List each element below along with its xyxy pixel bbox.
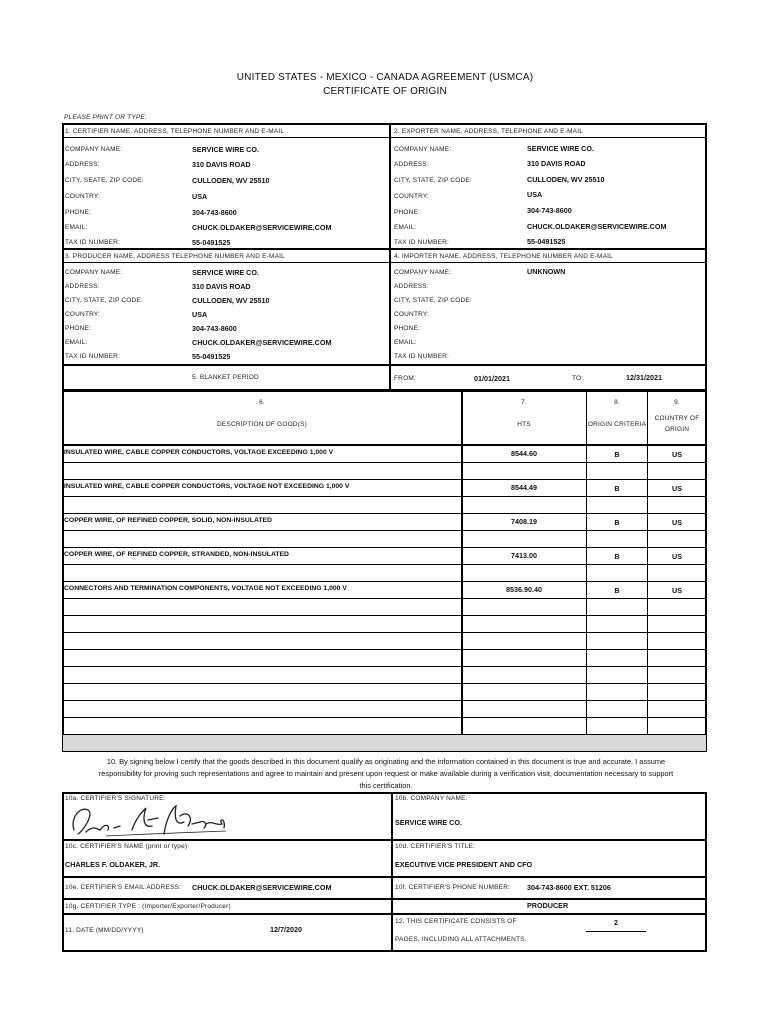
s1-taxid-label: TAX ID NUMBER: bbox=[65, 239, 121, 246]
certification-line2: responsibility for proving such representations and agree to maintain and present upon request or make available during a verification visit, documentation necessary to support bbox=[98, 769, 674, 778]
from-date: 01/01/2021 bbox=[474, 374, 510, 383]
date-label: 11. DATE (MM/DD/YYYY) bbox=[65, 927, 144, 934]
s1-company-label: COMPANY NAME: bbox=[65, 146, 123, 153]
s1-phone-label: PHONE: bbox=[65, 209, 92, 216]
s1-address-value: 310 DAVIS ROAD bbox=[192, 160, 251, 169]
section3-header: 3. PRODUCER NAME, ADDRESS TELEPHONE NUMBER AND E-MAIL bbox=[65, 253, 285, 260]
print-note: PLEASE PRINT OR TYPE: bbox=[64, 114, 147, 121]
col8-header: ORIGIN CRITERIA bbox=[587, 421, 647, 428]
col8-number: 8. bbox=[614, 399, 620, 406]
certifier-title-label: 10d. CERTIFIER'S TITLE: bbox=[395, 843, 476, 850]
col6-number: 6. bbox=[259, 399, 265, 406]
s1-email-value: CHUCK.OLDAKER@SERVICEWIRE.COM bbox=[192, 223, 332, 232]
s3-address-label: ADDRESS: bbox=[65, 283, 100, 290]
s3-taxid-label: TAX ID NUMBER: bbox=[65, 353, 121, 360]
table-footer-band bbox=[63, 735, 706, 751]
certifier-name-label: 10c. CERTIFIER'S NAME (print or type): bbox=[65, 843, 190, 850]
s4-phone-label: PHONE: bbox=[394, 325, 421, 332]
s2-email-label: EMAIL: bbox=[394, 224, 417, 231]
row-country-of-origin: US bbox=[672, 552, 682, 561]
certifier-phone-label: 10f. CERTIFIER'S PHONE NUMBER: bbox=[395, 884, 511, 891]
row-country-of-origin: US bbox=[672, 586, 682, 595]
s4-address-label: ADDRESS: bbox=[394, 283, 429, 290]
row-hts: 7408.19 bbox=[511, 517, 537, 526]
row-description: COPPER WIRE, OF REFINED COPPER, SOLID, NON-INSULATED bbox=[64, 517, 272, 524]
s4-city-label: CITY, STATE, ZIP CODE: bbox=[394, 297, 472, 304]
col9-header-line1: COUNTRY OF bbox=[654, 415, 700, 422]
section2-header: 2. EXPORTER NAME, ADDRESS, TELEPHONE AND E-MAIL bbox=[394, 128, 584, 135]
s3-company-label: COMPANY NAME: bbox=[65, 269, 123, 276]
s4-company-value: UNKNOWN bbox=[527, 267, 566, 276]
s4-email-label: EMAIL: bbox=[394, 339, 417, 346]
s2-address-value: 310 DAVIS ROAD bbox=[527, 159, 586, 168]
to-date: 12/31/2021 bbox=[626, 373, 662, 382]
s1-city-label: CITY, SEATE, ZIP CODE: bbox=[65, 177, 144, 184]
row-country-of-origin: US bbox=[672, 484, 682, 493]
row-description: INSULATED WIRE, CABLE COPPER CONDUCTORS, VOLTAGE EXCEEDING 1,000 V bbox=[64, 449, 334, 456]
company-name-label: 10b. COMPANY NAME: bbox=[395, 795, 468, 802]
blanket-period-label: 5. BLANKET PERIOD bbox=[192, 374, 259, 381]
s1-email-label: EMAIL: bbox=[65, 224, 88, 231]
s3-city-label: CITY, STATE, ZIP CODE: bbox=[65, 297, 143, 304]
s3-email-value: CHUCK.OLDAKER@SERVICEWIRE.COM bbox=[192, 338, 332, 347]
row-origin-criteria: B bbox=[614, 450, 620, 459]
certifier-title-value: EXECUTIVE VICE PRESIDENT AND CFO bbox=[395, 860, 533, 869]
row-description: INSULATED WIRE, CABLE COPPER CONDUCTORS, VOLTAGE NOT EXCEEDING 1,000 V bbox=[64, 483, 350, 490]
s4-company-label: COMPANY NAME: bbox=[394, 269, 452, 276]
s2-taxid-label: TAX ID NUMBER: bbox=[394, 239, 450, 246]
row-hts: 7413.00 bbox=[511, 551, 537, 560]
row-hts: 8544.60 bbox=[511, 449, 537, 458]
s4-country-label: COUNTRY: bbox=[394, 311, 430, 318]
to-label: TO: bbox=[572, 375, 584, 382]
section4-header: 4. IMPORTER NAME, ADDRESS, TELEPHONE NUMBER AND E-MAIL bbox=[394, 253, 613, 260]
row-country-of-origin: US bbox=[672, 450, 682, 459]
certification-line3: this certification. bbox=[359, 781, 413, 790]
company-name-value: SERVICE WIRE CO. bbox=[395, 818, 462, 827]
certifier-type-label: 10g. CERTIFIER TYPE : (Importer/Exporter/Producer) bbox=[65, 903, 231, 910]
section1-header: 1. CERTIFIER NAME, ADDRESS, TELEPHONE NUMBER AND E-MAIL bbox=[65, 128, 285, 135]
row-origin-criteria: B bbox=[614, 518, 620, 527]
s3-country-value: USA bbox=[192, 310, 208, 319]
s3-country-label: COUNTRY: bbox=[65, 311, 101, 318]
row-description: CONNECTORS AND TERMINATION COMPONENTS, VOLTAGE NOT EXCEEDING 1,000 V bbox=[64, 585, 347, 592]
col9-number: 9. bbox=[674, 399, 680, 406]
date-value: 12/7/2020 bbox=[270, 925, 302, 934]
s2-country-label: COUNTRY: bbox=[394, 193, 430, 200]
s2-phone-label: PHONE: bbox=[394, 209, 421, 216]
s2-company-label: COMPANY NAME: bbox=[394, 146, 452, 153]
pages-label-2: PAGES, INCLUDING ALL ATTACHMENTS. bbox=[395, 936, 527, 943]
signature-label: 10a. CERTIFIER'S SIGNATURE: bbox=[65, 795, 166, 802]
row-hts: 8544.49 bbox=[511, 483, 537, 492]
s2-address-label: ADDRESS: bbox=[394, 161, 429, 168]
col7-header: HTS bbox=[517, 421, 531, 428]
certifier-email-label: 10e. CERTIFIER'S EMAIL ADDRESS: bbox=[65, 884, 182, 891]
s1-city-value: CULLODEN, WV 25510 bbox=[192, 176, 270, 185]
s3-taxid-value: 55-0491525 bbox=[192, 352, 231, 361]
certification-line1: 10. By signing below I certify that the goods described in this document qualify as originating and the information contained in this document is true and accurate. I assume bbox=[106, 757, 666, 766]
s1-address-label: ADDRESS: bbox=[65, 161, 100, 168]
s2-city-value: CULLODEN, WV 25510 bbox=[527, 175, 605, 184]
s4-taxid-label: TAX ID NUMBER: bbox=[394, 353, 450, 360]
certifier-type-value: PRODUCER bbox=[527, 901, 569, 910]
certifier-name-value: CHARLES F. OLDAKER, JR. bbox=[65, 860, 161, 869]
row-country-of-origin: US bbox=[672, 518, 682, 527]
row-description: COPPER WIRE, OF REFINED COPPER, STRANDED, NON-INSULATED bbox=[64, 551, 289, 558]
certifier-email-value: CHUCK.OLDAKER@SERVICEWIRE.COM bbox=[192, 883, 332, 892]
col7-number: 7. bbox=[521, 399, 527, 406]
s1-country-value: USA bbox=[192, 192, 208, 201]
row-hts: 8536.90.40 bbox=[506, 585, 542, 594]
form-title: UNITED STATES - MEXICO - CANADA AGREEMENT (USMCA) bbox=[236, 72, 534, 83]
s1-company-value: SERVICE WIRE CO. bbox=[192, 145, 259, 154]
s2-company-value: SERVICE WIRE CO. bbox=[527, 144, 594, 153]
s1-taxid-value: 55-0491525 bbox=[192, 238, 231, 247]
col9-header-line2: ORIGIN bbox=[664, 426, 690, 433]
s2-country-value: USA bbox=[527, 190, 543, 199]
s3-address-value: 310 DAVIS ROAD bbox=[192, 282, 251, 291]
certifier-phone-value: 304-743-8600 EXT. 51206 bbox=[527, 883, 611, 892]
row-origin-criteria: B bbox=[614, 586, 620, 595]
pages-label: 12. THIS CERTIFICATE CONSISTS OF bbox=[395, 918, 517, 925]
s1-phone-value: 304-743-8600 bbox=[192, 208, 237, 217]
handwritten-signature bbox=[66, 800, 236, 842]
s2-phone-value: 304-743-8600 bbox=[527, 206, 572, 215]
col6-header: DESCRIPTION OF GOOD(S) bbox=[217, 421, 307, 428]
row-origin-criteria: B bbox=[614, 552, 620, 561]
pages-count: 2 bbox=[614, 918, 618, 927]
s2-email-value: CHUCK.OLDAKER@SERVICEWIRE.COM bbox=[527, 222, 667, 231]
s2-city-label: CITY, STATE, ZIP CODE: bbox=[394, 177, 472, 184]
row-origin-criteria: B bbox=[614, 484, 620, 493]
s3-phone-value: 304-743-8600 bbox=[192, 324, 237, 333]
from-label: FROM: bbox=[394, 375, 416, 382]
s3-phone-label: PHONE: bbox=[65, 325, 92, 332]
s2-taxid-value: 55-0491525 bbox=[527, 237, 566, 246]
s3-city-value: CULLODEN, WV 25510 bbox=[192, 296, 270, 305]
s3-company-value: SERVICE WIRE CO. bbox=[192, 268, 259, 277]
form-subtitle: CERTIFICATE OF ORIGIN bbox=[323, 86, 447, 97]
s1-country-label: COUNTRY: bbox=[65, 193, 101, 200]
s3-email-label: EMAIL: bbox=[65, 339, 88, 346]
